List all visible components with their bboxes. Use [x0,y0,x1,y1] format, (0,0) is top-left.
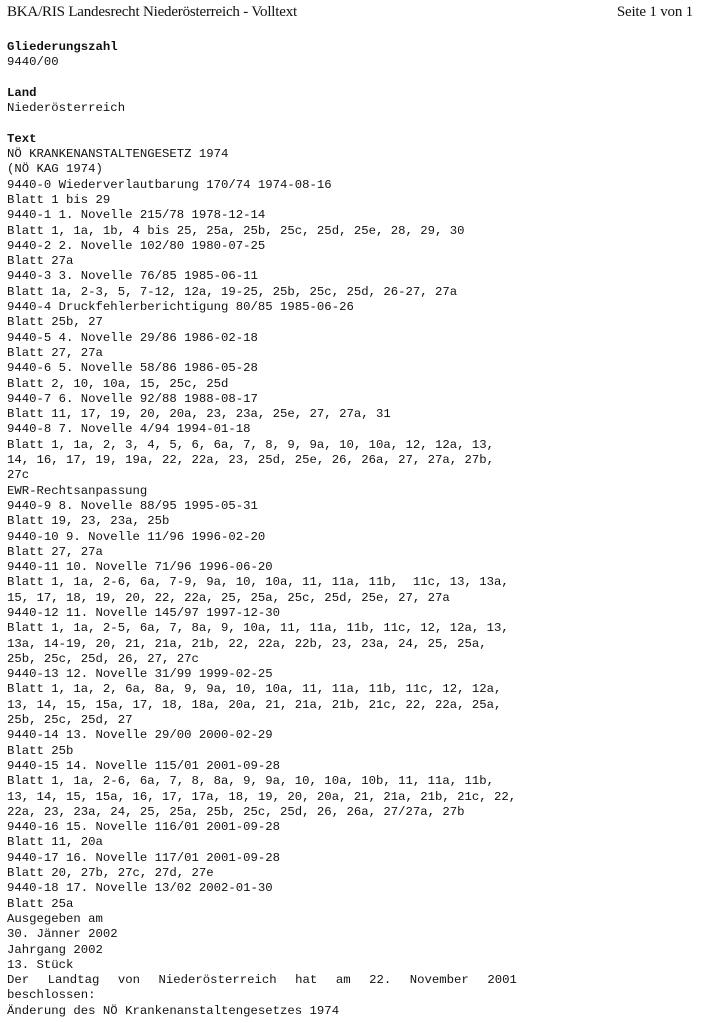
land-section [7,86,697,117]
text-line: 9440-9 8. Novelle 88/95 1995-05-31 [7,498,258,513]
closing-word: von [117,973,140,988]
text-line: 9440-12 11. Novelle 145/97 1997-12-30 [7,605,281,620]
section-spacer [7,71,697,86]
closing-word: Der [7,973,30,988]
closing-word: hat [295,973,318,988]
land-value: Niederösterreich [7,101,126,116]
text-line: 13, 14, 15, 15a, 17, 18, 18a, 20a, 21, 21a, 21b, 21c, 22, 22a, 25a, [7,697,502,712]
text-line: 9440-16 15. Novelle 116/01 2001-09-28 [7,820,281,835]
text-line: Blatt 1, 1a, 2-6, 6a, 7, 8, 8a, 9, 9a, 10, 10a, 10b, 11, 11a, 11b, [7,774,495,789]
closing-line-justified [7,973,517,988]
gliederung-label: Gliederungszahl [7,40,118,54]
text-line: 13a, 14-19, 20, 21, 21a, 21b, 22, 22a, 22b, 23, 23a, 24, 25, 25a, [7,636,487,651]
text-line: Blatt 20, 27b, 27c, 27d, 27e [7,866,214,881]
text-line: Blatt 1a, 2-3, 5, 7-12, 12a, 19-25, 25b, 25c, 25d, 26-27, 27a [7,284,458,299]
text-line: Blatt 1, 1a, 2, 3, 4, 5, 6, 6a, 7, 8, 9, 9a, 10, 10a, 12, 12a, 13, [7,437,495,452]
closing-line-2: beschlossen: [7,988,96,1003]
land-label: Land [7,85,37,100]
text-line: Blatt 1 bis 29 [7,192,111,207]
document-body [7,40,697,1019]
text-line: 9440-8 7. Novelle 4/94 1994-01-18 [7,422,251,437]
text-line: Blatt 19, 23, 23a, 25b [7,514,170,529]
text-line: Blatt 2, 10, 10a, 15, 25c, 25d [7,376,229,391]
section-spacer [7,116,697,131]
text-label: Text [7,131,37,146]
text-line: 9440-2 2. Novelle 102/80 1980-07-25 [7,238,266,253]
text-line: Jahrgang 2002 [7,942,103,957]
text-line: Blatt 25a [7,896,74,911]
text-line: Blatt 11, 17, 19, 20, 20a, 23, 23a, 25e, 27, 27a, 31 [7,407,391,422]
text-line: 9440-13 12. Novelle 31/99 1999-02-25 [7,667,273,682]
text-line: 25b, 25c, 25d, 27 [7,713,133,728]
closing-line-3: Änderung des NÖ Krankenanstaltengesetzes 1974 [7,1003,340,1018]
text-line: 9440-11 10. Novelle 71/96 1996-06-20 [7,560,273,575]
text-line: 9440-0 Wiederverlautbarung 170/74 1974-08-16 [7,177,332,192]
text-line: 9440-3 3. Novelle 76/85 1985-06-11 [7,269,258,284]
text-line: Blatt 27, 27a [7,544,103,559]
text-line: 9440-15 14. Novelle 115/01 2001-09-28 [7,758,281,773]
text-line: 30. Jänner 2002 [7,927,118,942]
text-line: 22a, 23, 23a, 24, 25, 25a, 25b, 25c, 25d, 26, 26a, 27/27a, 27b [7,804,465,819]
closing-word: Landtag [47,973,100,988]
text-line: Blatt 1, 1a, 2, 6a, 8a, 9, 9a, 10, 10a, 11, 11a, 11b, 11c, 12, 12a, [7,682,502,697]
text-line: Ausgegeben am [7,911,103,926]
text-line: 9440-14 13. Novelle 29/00 2000-02-29 [7,728,273,743]
text-line: Blatt 1, 1a, 2-6, 6a, 7-9, 9a, 10, 10a, 11, 11a, 11b, 11c, 13, 13a, [7,575,509,590]
gliederung-value: 9440/00 [7,55,59,70]
text-line: 9440-4 Druckfehlerberichtigung 80/85 1985-06-26 [7,300,354,315]
closing-word: 2001 [487,973,517,988]
text-line: 14, 16, 17, 19, 19a, 22, 22a, 23, 25d, 25e, 26, 26a, 27, 27a, 27b, [7,453,495,468]
text-line: Blatt 27a [7,254,74,269]
text-line: 13, 14, 15, 15a, 16, 17, 17a, 18, 19, 20, 20a, 21, 21a, 21b, 21c, 22, [7,789,517,804]
text-line: 9440-6 5. Novelle 58/86 1986-05-28 [7,361,258,376]
gliederung-section [7,40,697,71]
text-line: 9440-17 16. Novelle 117/01 2001-09-28 [7,850,281,865]
closing-word: 22. [369,973,392,988]
text-line: 25b, 25c, 25d, 26, 27, 27c [7,651,199,666]
text-line: 15, 17, 18, 19, 20, 22, 22a, 25, 25a, 25c, 25d, 25e, 27, 27a [7,590,450,605]
text-line: EWR-Rechtsanpassung [7,483,148,498]
text-line: NÖ KRANKENANSTALTENGESETZ 1974 [7,147,229,162]
text-line: 9440-10 9. Novelle 11/96 1996-02-20 [7,529,266,544]
text-line: (NÖ KAG 1974) [7,162,103,177]
text-section [7,132,697,1019]
text-line: 9440-7 6. Novelle 92/88 1988-08-17 [7,391,258,406]
text-line: Blatt 27, 27a [7,345,103,360]
text-line: Blatt 11, 20a [7,835,103,850]
text-line: Blatt 25b [7,743,74,758]
text-line: Blatt 1, 1a, 2-5, 6a, 7, 8a, 9, 10a, 11, 11a, 11b, 11c, 12, 12a, 13, [7,621,509,636]
text-line: 9440-5 4. Novelle 29/86 1986-02-18 [7,330,258,345]
page-indicator: Seite 1 von 1 [616,4,693,20]
closing-word: November [409,973,469,988]
closing-word: Niederösterreich [158,973,277,988]
text-line: 13. Stück [7,957,74,972]
text-lines [7,147,697,973]
closing-word: am [335,973,351,988]
document-header-title: BKA/RIS Landesrecht Niederösterreich - Volltext [7,4,297,20]
text-line: 9440-1 1. Novelle 215/78 1978-12-14 [7,208,266,223]
text-line: 9440-18 17. Novelle 13/02 2002-01-30 [7,881,273,896]
text-line: 27c [7,468,30,483]
text-line: Blatt 25b, 27 [7,315,103,330]
text-line: Blatt 1, 1a, 1b, 4 bis 25, 25a, 25b, 25c, 25d, 25e, 28, 29, 30 [7,223,465,238]
